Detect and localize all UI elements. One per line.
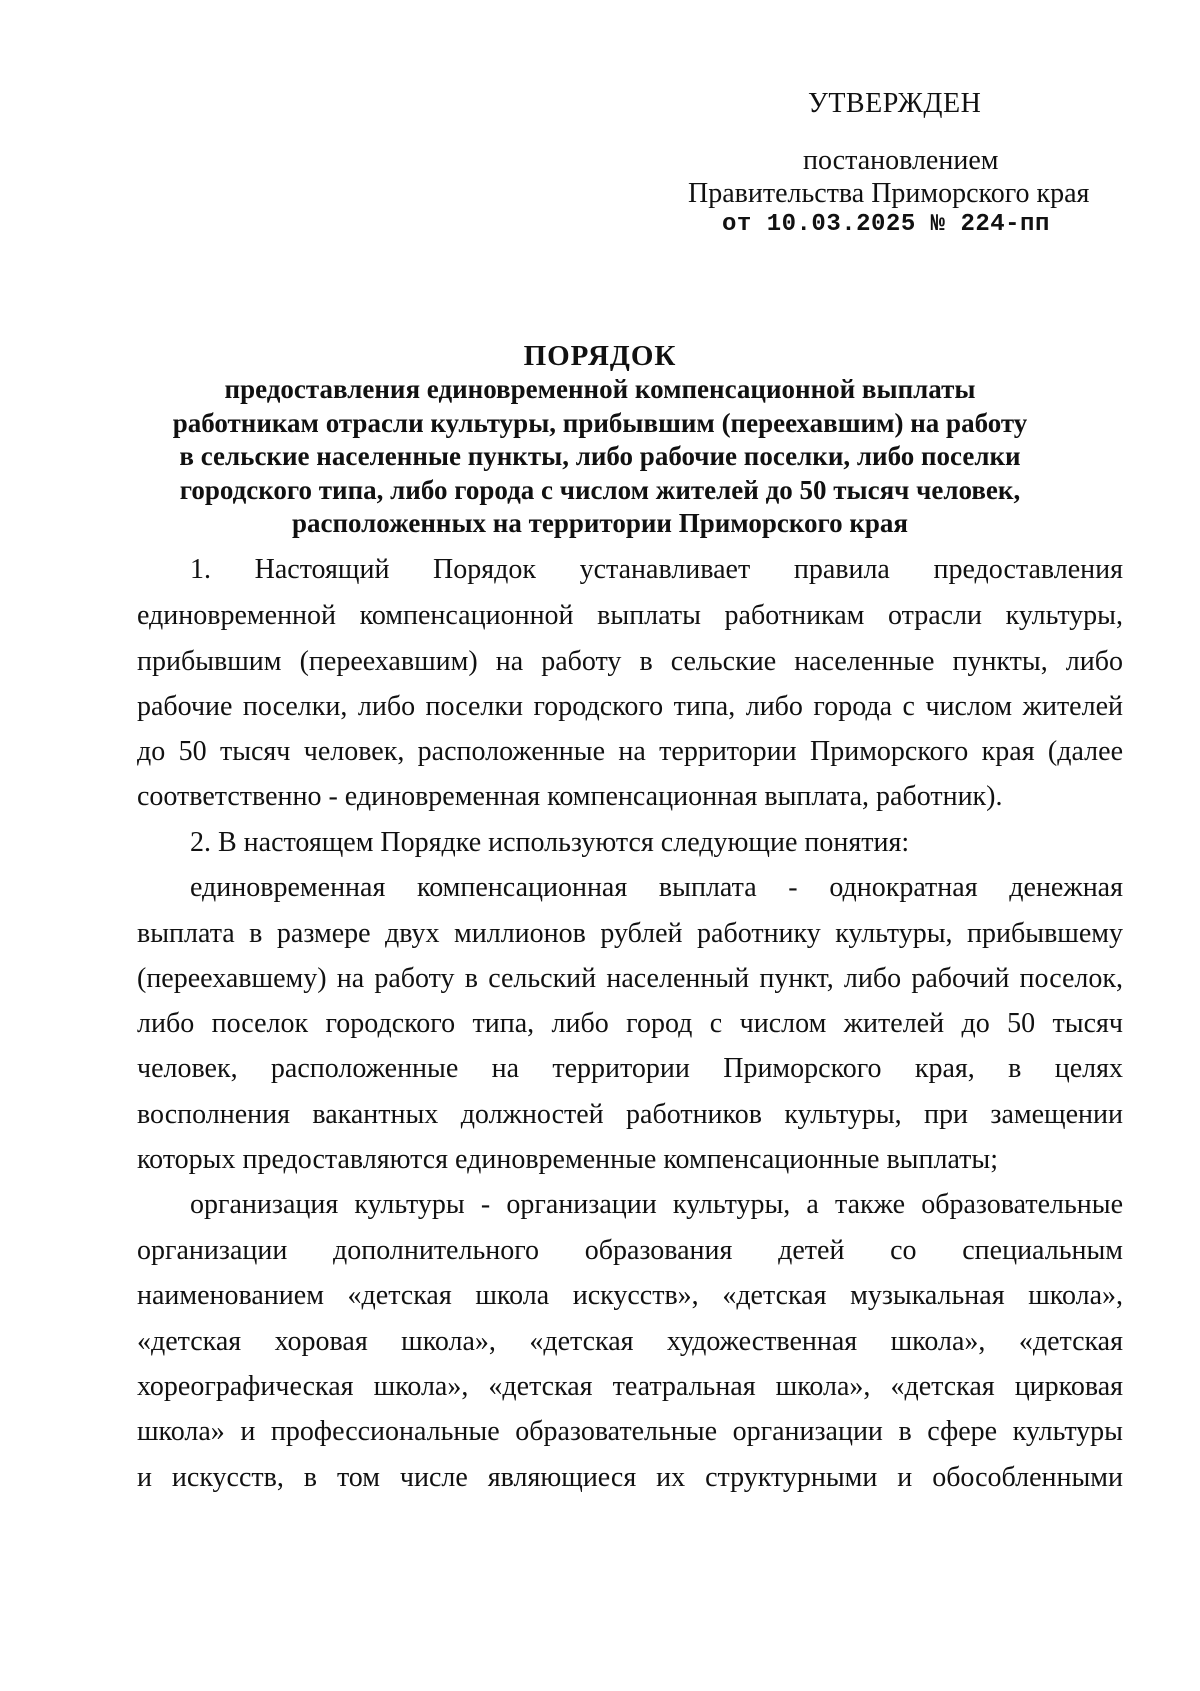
approval-title: УТВЕРЖДЕН — [808, 88, 982, 119]
document-title: ПОРЯДОК — [523, 340, 677, 372]
body-text-line: 2. В настоящем Порядке используются следующие понятия: — [190, 827, 910, 858]
body-text-line: 1. Настоящий Порядок устанавливает правила предоставления — [190, 554, 1123, 585]
body-text-line: либо поселок городского типа, либо город с числом жителей до 50 тысяч — [137, 1008, 1123, 1039]
document-subtitle-line: работникам отрасли культуры, прибывшим (переехавшим) на работу — [172, 408, 1028, 438]
body-text-line: и искусств, в том числе являющиеся их структурными и обособленными — [137, 1462, 1123, 1493]
body-text-line: единовременной компенсационной выплаты работникам отрасли культуры, — [137, 600, 1123, 631]
body-text-line: до 50 тысяч человек, расположенные на территории Приморского края (далее — [137, 736, 1123, 767]
body-text-line: единовременная компенсационная выплата - однократная денежная — [190, 872, 1123, 903]
body-text-line: (переехавшему) на работу в сельский населенный пункт, либо рабочий поселок, — [137, 963, 1123, 994]
document-subtitle-line: городского типа, либо города с числом жителей до 50 тысяч человек, — [179, 475, 1021, 505]
body-text-line: «детская хоровая школа», «детская художественная школа», «детская — [137, 1326, 1123, 1357]
approval-line-resolution: постановлением — [803, 145, 999, 176]
approval-line-government: Правительства Приморского края — [688, 178, 1090, 209]
body-text-line: организации дополнительного образования детей со специальным — [137, 1235, 1123, 1266]
body-text-line: рабочие поселки, либо поселки городского типа, либо города с числом жителей — [137, 691, 1123, 722]
body-text-line: выплата в размере двух миллионов рублей работнику культуры, прибывшему — [137, 918, 1123, 949]
document-subtitle-line: в сельские населенные пункты, либо рабочие поселки, либо поселки — [179, 441, 1021, 471]
approval-line-date-number: от 10.03.2025 № 224-пп — [722, 211, 1050, 238]
body-text-line: прибывшим (переехавшим) на работу в сельские населенные пункты, либо — [137, 646, 1123, 677]
body-text-line: хореографическая школа», «детская театральная школа», «детская цирковая — [137, 1371, 1123, 1402]
body-text-line: организация культуры - организации культуры, а также образовательные — [190, 1189, 1123, 1220]
document-subtitle-line: расположенных на территории Приморского края — [291, 508, 909, 538]
body-text-line: соответственно - единовременная компенсационная выплата, работник). — [137, 781, 1003, 812]
body-text-line: школа» и профессиональные образовательные организации в сфере культуры — [137, 1416, 1123, 1447]
body-text-line: наименованием «детская школа искусств», «детская музыкальная школа», — [137, 1280, 1123, 1311]
body-text-line: которых предоставляются единовременные компенсационные выплаты; — [137, 1144, 998, 1175]
document-subtitle-line: предоставления единовременной компенсационной выплаты — [224, 374, 976, 404]
body-text-line: восполнения вакантных должностей работников культуры, при замещении — [137, 1099, 1123, 1130]
body-text-line: человек, расположенные на территории Приморского края, в целях — [137, 1053, 1123, 1084]
